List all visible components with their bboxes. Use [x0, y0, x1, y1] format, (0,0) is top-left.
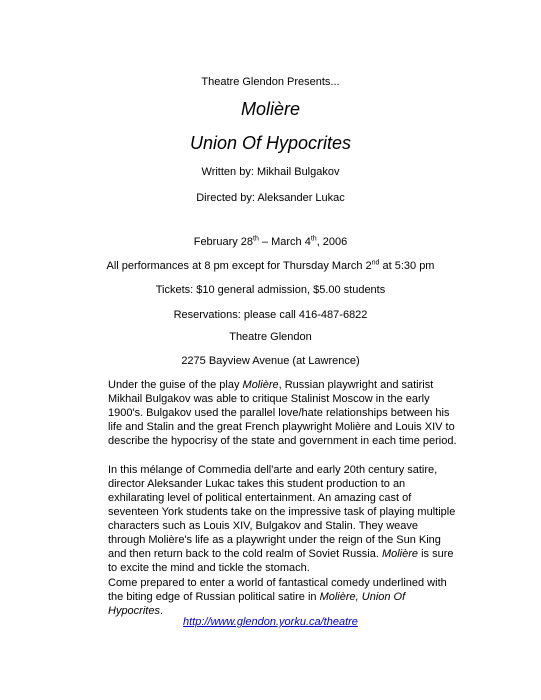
- para1-text-c: , Russian playwright and satirist Mikhail Bulgakov was able to critique Stalinist Moscow in the early 1900's. Bulgakov used the parallel love/hate relationships between his life and Stalin and the great French playwright Molière and Louis XIV to describe the hypocrisy of the state and government in each time period.: [108, 379, 457, 447]
- para3-text-a: Come prepared to enter a world of fantastical comedy underlined with the biting edge of Russian political satire in: [108, 577, 447, 603]
- reservations-line: Reservations: please call 416-487-6822: [173, 309, 368, 321]
- performance-text-b: at 5:30 pm: [379, 260, 435, 272]
- date-end-suffix: th: [310, 235, 317, 243]
- date-start-suffix: th: [253, 235, 259, 243]
- para1-title-italic: Molière: [242, 379, 279, 391]
- date-year: , 2006: [316, 236, 348, 248]
- date-start: February 28: [193, 236, 254, 248]
- performance-suffix: nd: [371, 259, 380, 267]
- date-end: – March 4: [258, 236, 311, 248]
- para3-text-c: .: [159, 605, 164, 617]
- paragraph-intro: [108, 378, 458, 448]
- para2-text-a: In this mélange of Commedia dell'arte and early 20th century satire, director Aleksander Lukac takes this student production to an exhilarating level of political entertainment. An amazing cast of seventeen York students take on the impressive task of playing multiple characters such as Louis XIV, Bulgakov and Stalin. They weave through Molière's life as a playwright under the reign of the Sun King and then return back to the cold realm of Soviet Russia.: [108, 464, 456, 560]
- performance-text-a: All performances at 8 pm except for Thursday March 2: [106, 260, 372, 272]
- date-line: [0, 235, 541, 249]
- written-by-line: Written by: Mikhail Bulgakov: [201, 166, 340, 178]
- presents-line: Theatre Glendon Presents...: [201, 76, 340, 88]
- theatre-website-link[interactable]: http://www.glendon.yorku.ca/theatre: [183, 616, 358, 628]
- para3-title-italic: Molière, Union Of Hypocrites: [108, 591, 406, 617]
- title-moliere: Molière: [240, 99, 301, 119]
- directed-by-line: Directed by: Aleksander Lukac: [196, 192, 345, 204]
- para2-text-c: is sure to excite the mind and tickle the stomach.: [108, 548, 454, 574]
- tickets-line: Tickets: $10 general admission, $5.00 students: [155, 284, 386, 296]
- para1-text-a: Under the guise of the play: [108, 379, 243, 391]
- performance-times: [0, 259, 541, 273]
- title-union-of-hypocrites: Union Of Hypocrites: [189, 133, 352, 153]
- website-line: [0, 615, 541, 629]
- venue-line: Theatre Glendon: [229, 331, 312, 343]
- address-line: 2275 Bayview Avenue (at Lawrence): [181, 355, 360, 367]
- para2-title-italic: Molière: [381, 548, 419, 560]
- paragraph-closing: [108, 576, 458, 618]
- paragraph-production: [108, 463, 458, 575]
